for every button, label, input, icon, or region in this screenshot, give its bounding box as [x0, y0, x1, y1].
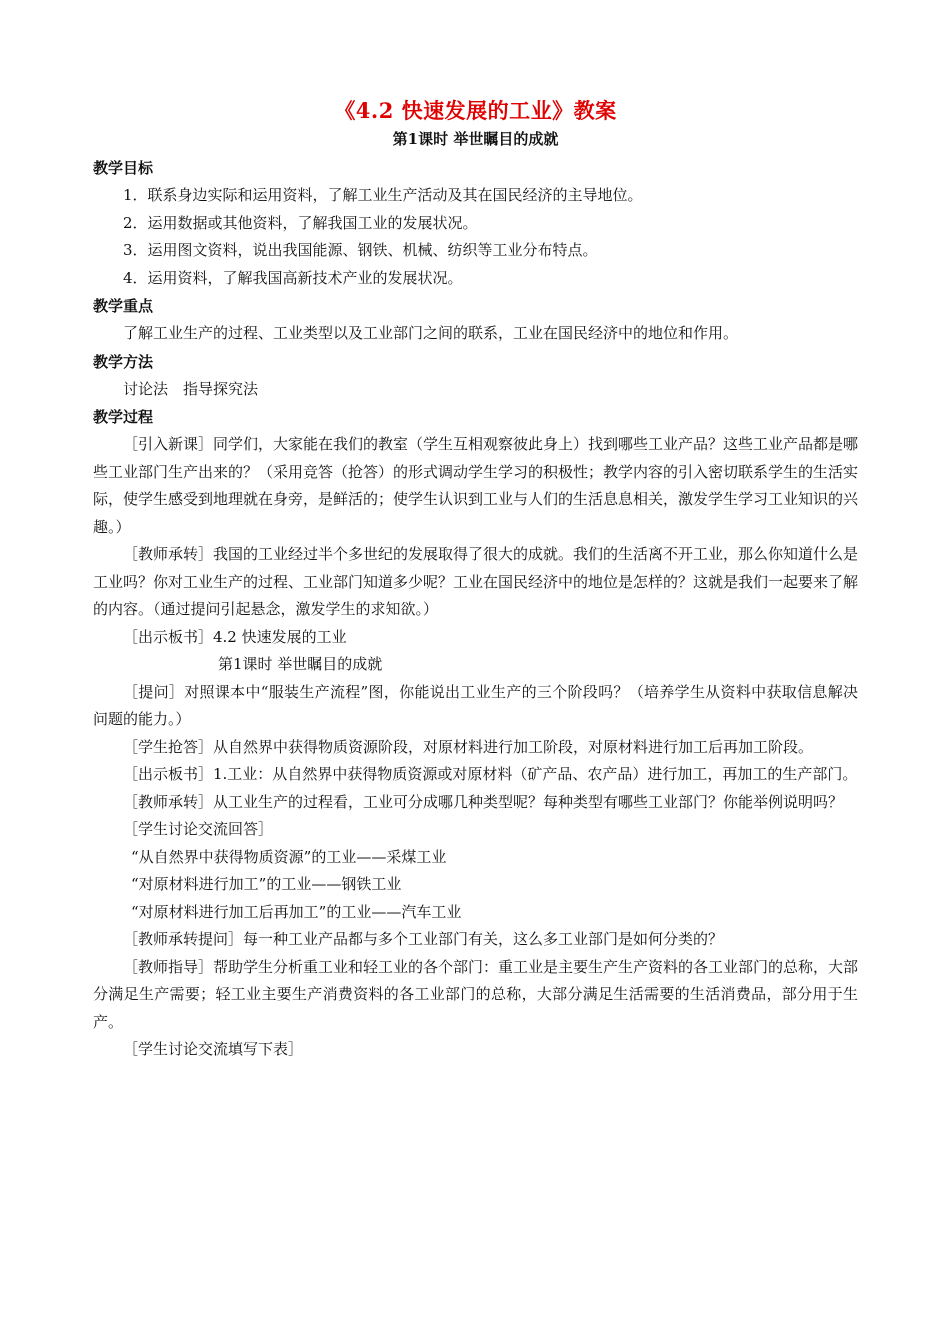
objective-item: 2．运用数据或其他资料，了解我国工业的发展状况。 [123, 213, 478, 232]
process-paragraph: ［学生抢答］从自然界中获得物质资源阶段，对原材料进行加工阶段，对原材料进行加工后再加工阶段。 [123, 737, 814, 756]
process-paragraph: ［教师指导］帮助学生分析重工业和轻工业的各个部门：重工业是主要生产生产资料的各工业部门的总称，大部分满足生产需要；轻工业主要生产消费资料的各工业部门的总称，大部分满足生活需要的生活消费品，部分用于生产。 [93, 957, 859, 1031]
document-subtitle: 第1课时 举世瞩目的成就 [392, 130, 559, 148]
document-page [93, 96, 858, 1064]
process-heading: 教学过程 [93, 408, 154, 426]
document-title: 《4.2 快速发展的工业》教案 [334, 98, 617, 123]
process-paragraph: ［提问］对照课本中“服装生产流程”图，你能说出工业生产的三个阶段吗？（培养学生从资料中获取信息解决问题的能力。） [93, 682, 858, 728]
objective-item: 1．联系身边实际和运用资料，了解工业生产活动及其在国民经济的主导地位。 [123, 186, 643, 204]
key-points-text: 了解工业生产的过程、工业类型以及工业部门之间的联系，工业在国民经济中的地位和作用。 [123, 324, 739, 342]
objective-item: 3．运用图文资料，说出我国能源、钢铁、机械、纺织等工业分布特点。 [123, 241, 598, 259]
methods-heading: 教学方法 [93, 352, 154, 371]
process-paragraph: ［教师承转］我国的工业经过半个多世纪的发展取得了很大的成就。我们的生活离不开工业，那么你知道什么是工业吗？你对工业生产的过程、工业部门知道多少呢？工业在国民经济中的地位是怎样的？这就是我们一起要来了解的内容。（通过提问引起悬念，激发学生的求知欲。） [93, 545, 859, 618]
process-paragraph: ［引入新课］同学们，大家能在我们的教室（学生互相观察彼此身上）找到哪些工业产品？这些工业产品都是哪些工业部门生产出来的？（采用竞答（抢答）的形式调动学生学习的积极性；教学内容的引入密切联系学生的生活实际，使学生感受到地理就在身旁，是鲜活的；使学生认识到工业与人们的生活息息相关，激发学生学习工业知识的兴趣。） [93, 435, 859, 536]
process-paragraph: ［教师承转］从工业生产的过程看，工业可分成哪几种类型呢？每种类型有哪些工业部门？你能举例说明吗？ [123, 792, 844, 811]
industry-example: “对原材料进行加工”的工业——钢铁工业 [131, 875, 402, 893]
industry-example: “从自然界中获得物质资源”的工业——采煤工业 [131, 847, 447, 866]
industry-example: “对原材料进行加工后再加工”的工业——汽车工业 [131, 902, 462, 921]
process-paragraph: ［学生讨论交流填写下表］ [123, 1040, 304, 1058]
objective-item: 4．运用资料，了解我国高新技术产业的发展状况。 [123, 268, 463, 287]
process-paragraph: ［出示板书］4.2 快速发展的工业 [123, 627, 347, 646]
process-paragraph: ［教师承转提问］每一种工业产品都与多个工业部门有关，这么多工业部门是如何分类的？ [123, 930, 724, 948]
process-paragraph: ［学生讨论交流回答］ [123, 820, 274, 838]
methods-text: 讨论法 指导探究法 [123, 379, 259, 398]
process-paragraph: ［出示板书］1.工业：从自然界中获得物质资源或对原材料（矿产品、农产品）进行加工，再加工的生产部门。 [123, 765, 858, 783]
key-points-heading: 教学重点 [93, 297, 154, 315]
objectives-heading: 教学目标 [93, 159, 154, 177]
board-subtitle: 第1课时 举世瞩目的成就 [218, 655, 383, 673]
